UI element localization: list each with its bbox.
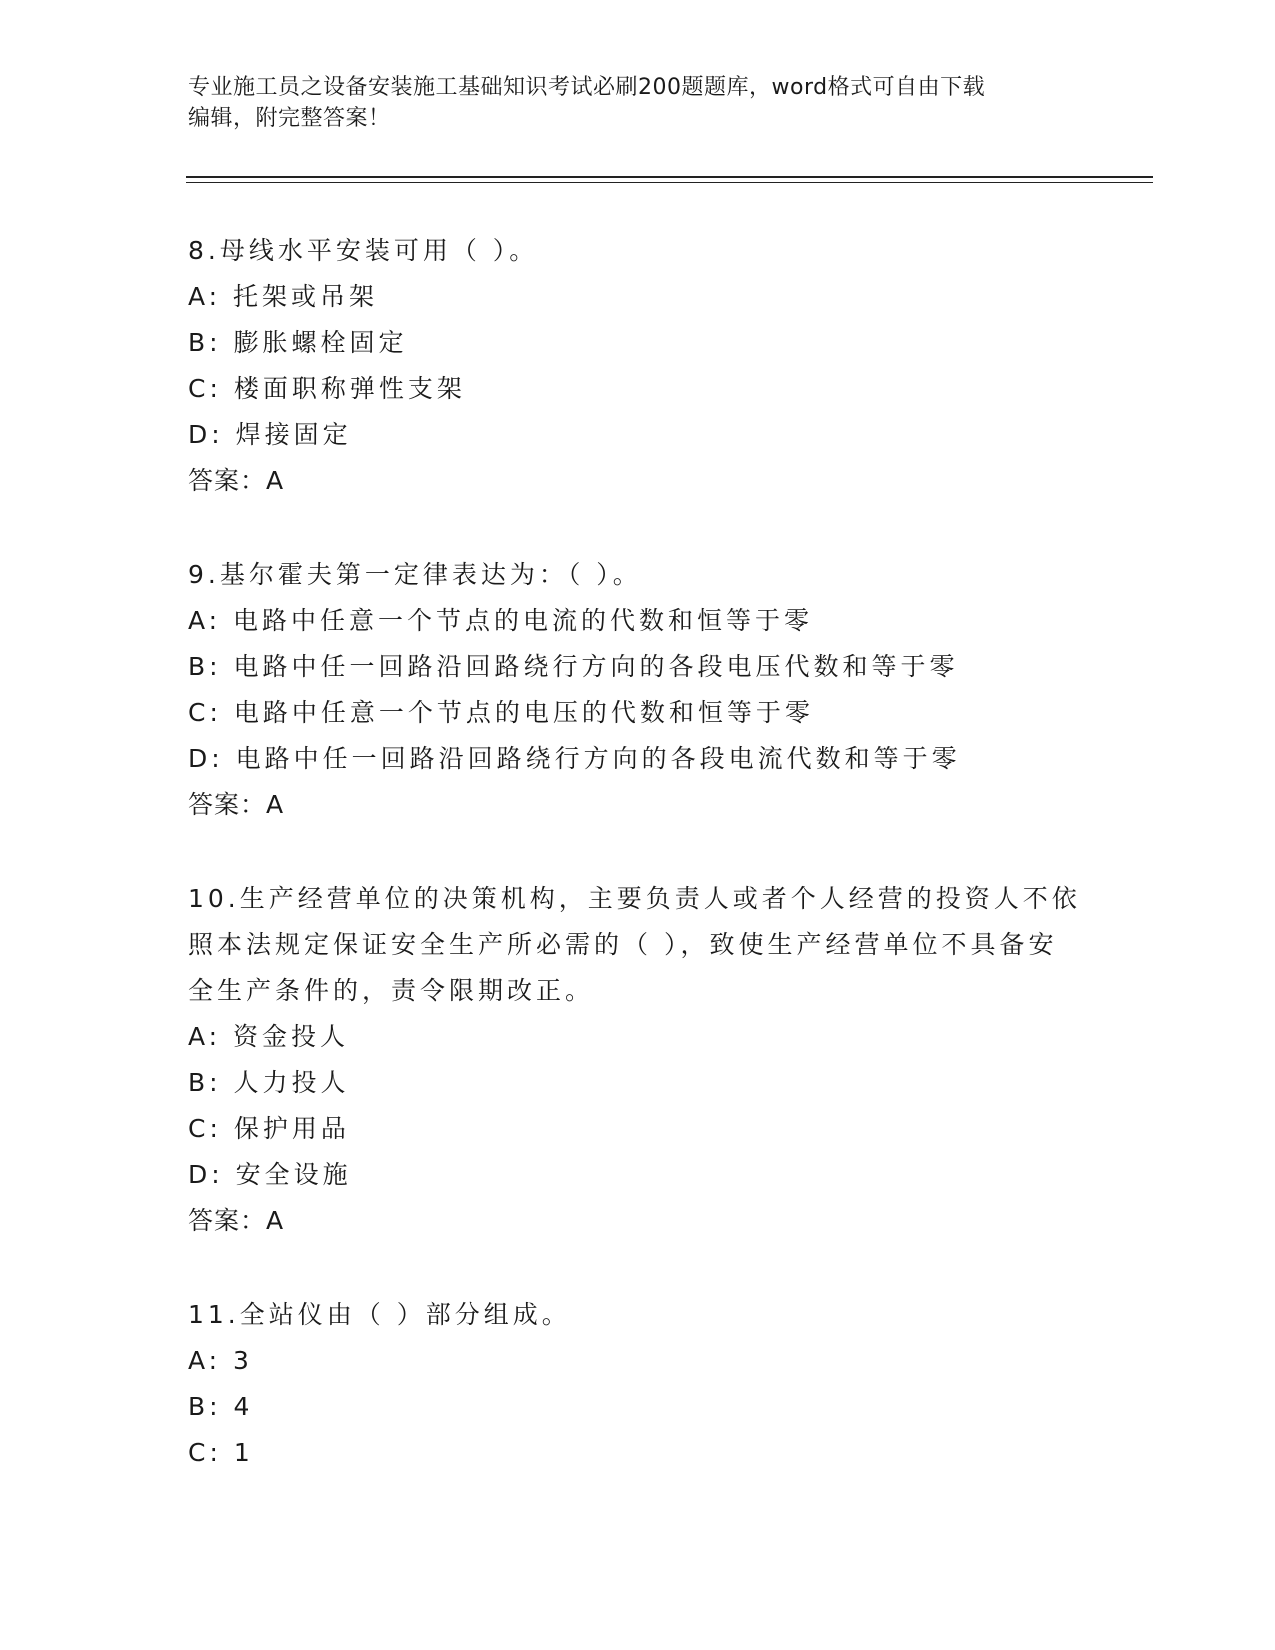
option-d: D: 安全设施 xyxy=(188,1160,352,1189)
option-d: D: 焊接固定 xyxy=(188,420,352,449)
question-stem: 8.母线水平安装可用（ ）。 xyxy=(188,236,539,265)
answer: 答案：A xyxy=(188,1206,285,1235)
header-divider-thin xyxy=(186,182,1153,183)
option-b: B: 4 xyxy=(188,1392,254,1421)
question-10 xyxy=(188,876,1088,1244)
option-a: A: 托架或吊架 xyxy=(188,282,379,311)
option-c: C: 保护用品 xyxy=(188,1114,350,1143)
option-a: A: 资金投人 xyxy=(188,1022,350,1051)
option-a: A: 3 xyxy=(188,1346,253,1375)
question-stem-line-3: 全生产条件的，责令限期改正。 xyxy=(188,976,595,1005)
option-a: A: 电路中任意一个节点的电流的代数和恒等于零 xyxy=(188,606,814,635)
option-d: D: 电路中任一回路沿回路绕行方向的各段电流代数和等于零 xyxy=(188,744,961,773)
option-c: C: 电路中任意一个节点的电压的代数和恒等于零 xyxy=(188,698,814,727)
answer: 答案：A xyxy=(188,790,285,819)
option-b: B: 电路中任一回路沿回路绕行方向的各段电压代数和等于零 xyxy=(188,652,959,681)
question-stem-line-2: 照本法规定保证安全生产所必需的（ ），致使生产经营单位不具备安 xyxy=(188,930,1058,959)
question-9 xyxy=(188,552,1088,828)
question-stem: 9.基尔霍夫第一定律表达为：（ ）。 xyxy=(188,560,642,589)
header-line-2: 编辑，附完整答案！ xyxy=(188,106,391,131)
option-b: B: 人力投人 xyxy=(188,1068,350,1097)
question-stem-line-1: 10.生产经营单位的决策机构，主要负责人或者个人经营的投资人不依 xyxy=(188,884,1081,913)
option-c: C: 楼面职称弹性支架 xyxy=(188,374,466,403)
answer: 答案：A xyxy=(188,466,285,495)
header-divider-thick xyxy=(186,176,1153,178)
document-header xyxy=(188,72,1088,134)
question-stem: 11.全站仪由（ ）部分组成。 xyxy=(188,1300,571,1329)
header-line-1: 专业施工员之设备安装施工基础知识考试必刷200题题库，word格式可自由下载 xyxy=(188,75,986,100)
option-b: B: 膨胀螺栓固定 xyxy=(188,328,408,357)
question-11 xyxy=(188,1292,1088,1476)
option-c: C: 1 xyxy=(188,1438,254,1467)
question-8 xyxy=(188,228,1088,504)
